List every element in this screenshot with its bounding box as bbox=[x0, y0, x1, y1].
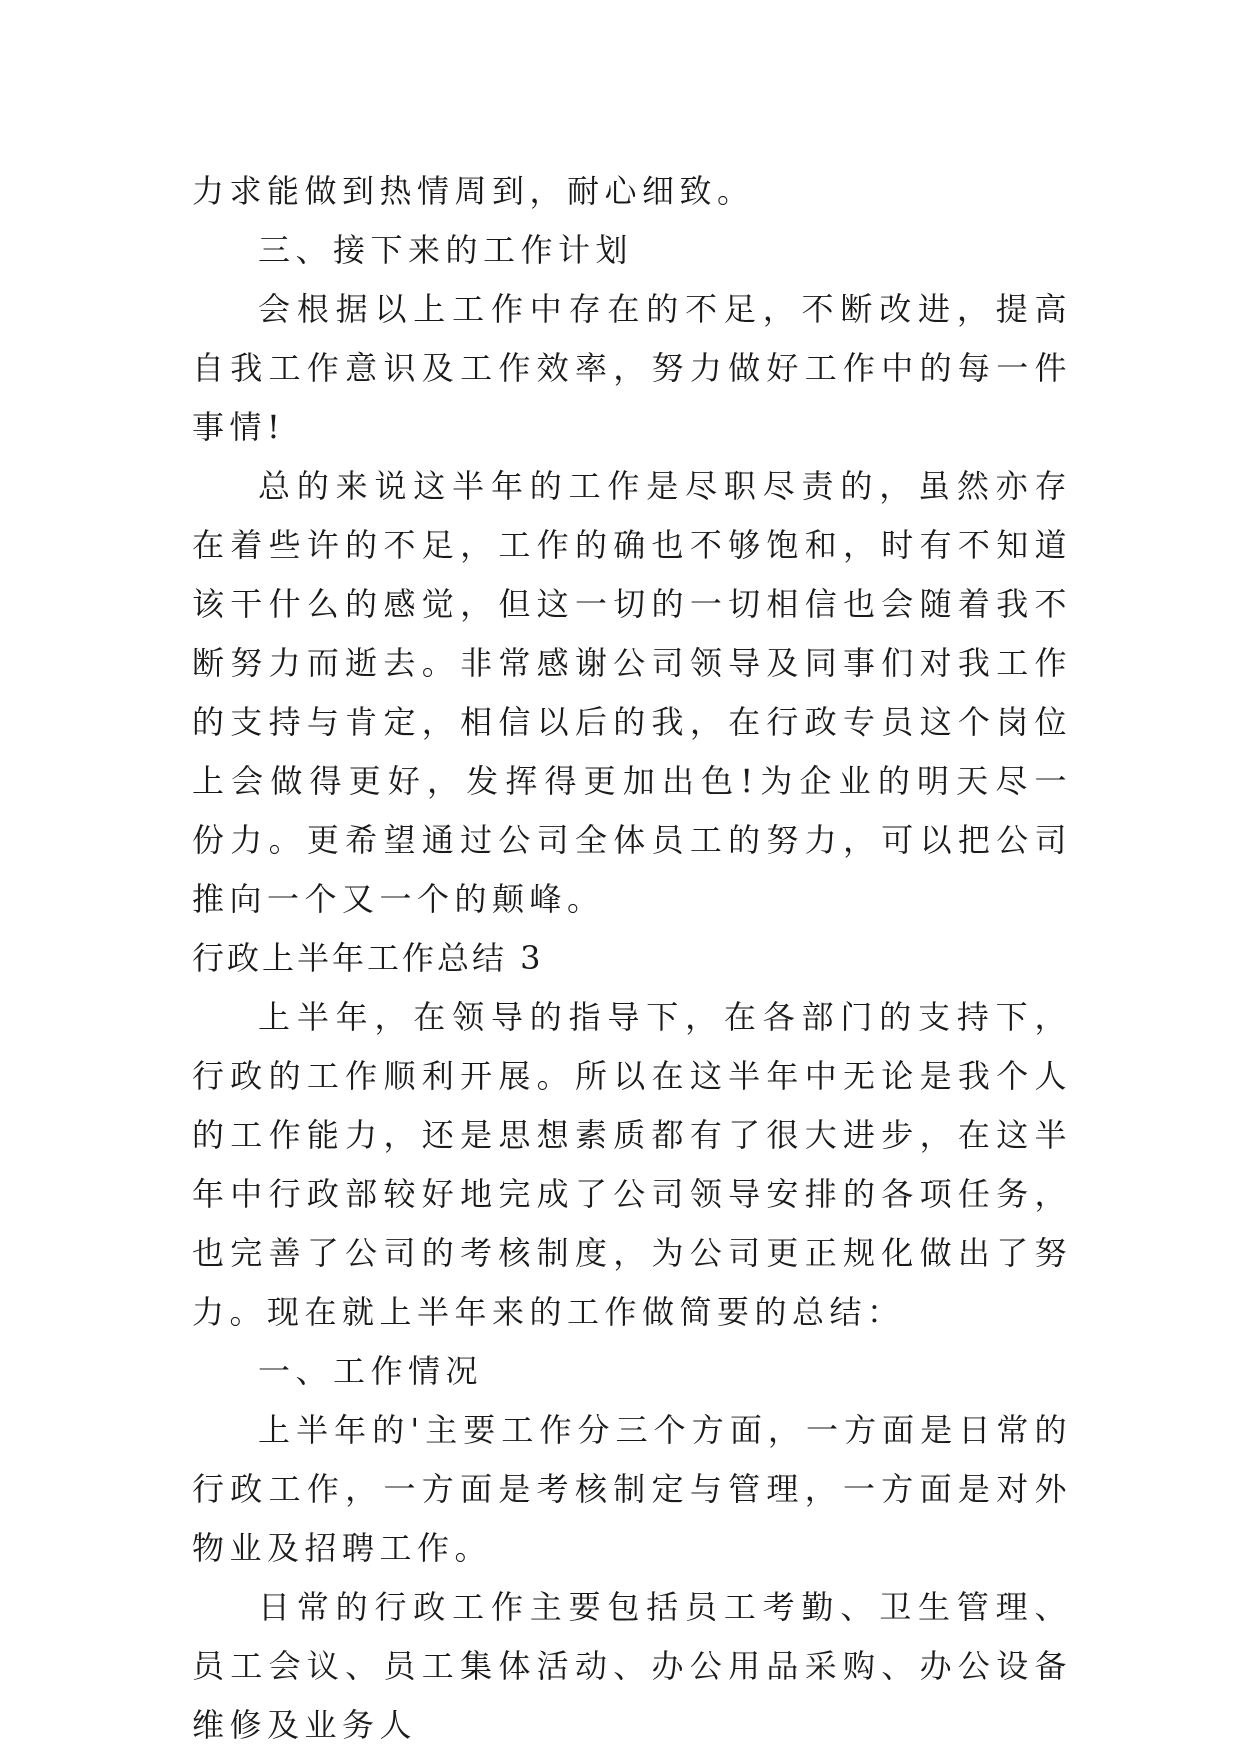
document-body bbox=[192, 162, 1072, 1755]
paragraph-continuation: 力求能做到热情周到，耐心细致。 bbox=[192, 172, 755, 210]
section-heading-work: 一、工作情况 bbox=[258, 1352, 484, 1390]
document-title: 行政上半年工作总结 3 bbox=[192, 939, 544, 977]
paragraph-work-aspects: 上半年的'主要工作分三个方面，一方面是日常的行政工作，一方面是考核制定与管理，一方面是对外物业及招聘工作。 bbox=[192, 1411, 1072, 1567]
paragraph-summary: 总的来说这半年的工作是尽职尽责的，虽然亦存在着些许的不足，工作的确也不够饱和，时有不知道该干什么的感觉，但这一切的一切相信也会随着我不断努力而逝去。非常感谢公司领导及同事们对我工作的支持与肯定，相信以后的我，在行政专员这个岗位上会做得更好，发挥得更加出色!为企业的明天尽一份力。更希望通过公司全体员工的努力，可以把公司推向一个又一个的颠峰。 bbox=[192, 467, 1072, 918]
section-heading-plan: 三、接下来的工作计划 bbox=[258, 231, 634, 269]
paragraph-intro: 上半年，在领导的指导下，在各部门的支持下，行政的工作顺利开展。所以在这半年中无论是我个人的工作能力，还是思想素质都有了很大进步，在这半年中行政部较好地完成了公司领导安排的各项任务，也完善了公司的考核制度，为公司更正规化做出了努力。现在就上半年来的工作做简要的总结： bbox=[192, 998, 1072, 1331]
paragraph-plan: 会根据以上工作中存在的不足，不断改进，提高自我工作意识及工作效率，努力做好工作中的每一件事情! bbox=[192, 290, 1072, 446]
paragraph-daily-work: 日常的行政工作主要包括员工考勤、卫生管理、员工会议、员工集体活动、办公用品采购、办公设备维修及业务人 bbox=[192, 1588, 1072, 1744]
